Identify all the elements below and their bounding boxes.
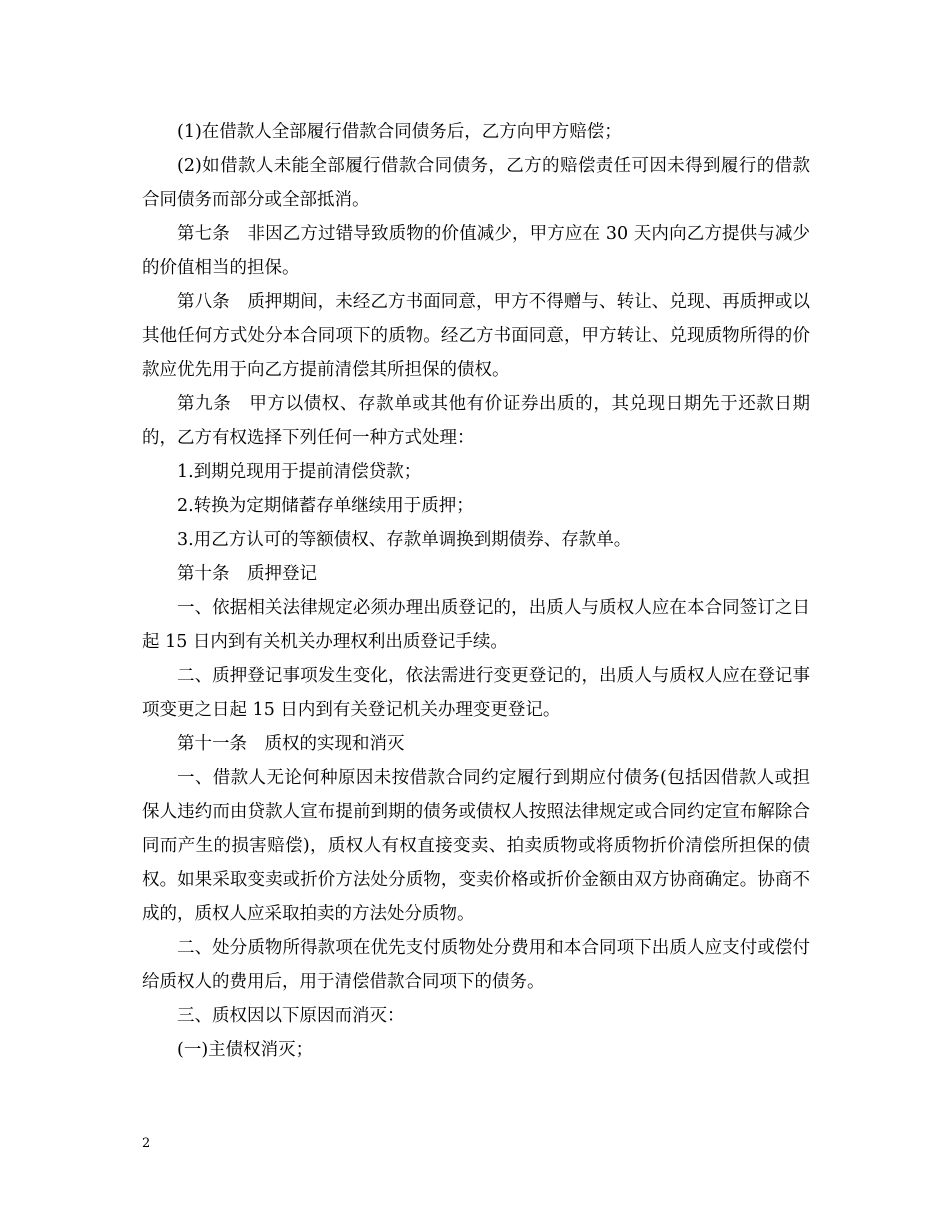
- paragraph: 三、质权因以下原因而消灭：: [177, 1006, 405, 1026]
- section-heading: 第十条 质押登记: [177, 564, 317, 584]
- paragraph: (2)如借款人未能全部履行借款合同债务，乙方的赔偿责任可因未得到履行的借款合同债务而部分或全部抵消。: [142, 156, 810, 210]
- paragraph: (一)主债权消灭；: [177, 1040, 314, 1060]
- paragraph: 一、依据相关法律规定必须办理出质登记的，出质人与质权人应在本合同签订之日起 15 日内到有关机关办理权利出质登记手续。: [142, 598, 810, 652]
- section-heading: 第十一条 质权的实现和消灭: [177, 734, 405, 754]
- paragraph: 一、借款人无论何种原因未按借款合同约定履行到期应付债务(包括因借款人或担保人违约而由贷款人宣布提前到期的债务或债权人按照法律规定或合同约定宣布解除合同而产生的损害赔偿)，质权人有权直接变卖、拍卖质物或将质物折价清偿所担保的债权。如果采取变卖或折价方法处分质物，变卖价格或折价金额由双方协商确定。协商不成的，质权人应采取拍卖的方法处分质物。: [142, 768, 810, 924]
- paragraph: 2.转换为定期储蓄存单继续用于质押；: [177, 496, 474, 516]
- paragraph: 1.到期兑现用于提前清偿贷款；: [177, 462, 422, 482]
- paragraph: 二、处分质物所得款项在优先支付质物处分费用和本合同项下出质人应支付或偿付给质权人的费用后，用于清偿借款合同项下的债务。: [142, 938, 810, 992]
- paragraph: 第八条 质押期间，未经乙方书面同意，甲方不得赠与、转让、兑现、再质押或以其他任何方式处分本合同项下的质物。经乙方书面同意，甲方转让、兑现质物所得的价款应优先用于向乙方提前清偿其所担保的债权。: [142, 292, 810, 380]
- paragraph: 第九条 甲方以债权、存款单或其他有价证券出质的，其兑现日期先于还款日期的，乙方有权选择下列任何一种方式处理：: [142, 394, 810, 448]
- paragraph: 二、质押登记事项发生变化，依法需进行变更登记的，出质人与质权人应在登记事项变更之日起 15 日内到有关登记机关办理变更登记。: [142, 666, 810, 720]
- document-body: [142, 115, 810, 1067]
- page-number: 2: [142, 1136, 151, 1151]
- paragraph: (1)在借款人全部履行借款合同债务后，乙方向甲方赔偿；: [177, 122, 622, 142]
- paragraph: 3.用乙方认可的等额债权、存款单调换到期债券、存款单。: [177, 530, 632, 550]
- paragraph: 第七条 非因乙方过错导致质物的价值减少，甲方应在 30 天内向乙方提供与减少的价值相当的担保。: [142, 224, 810, 278]
